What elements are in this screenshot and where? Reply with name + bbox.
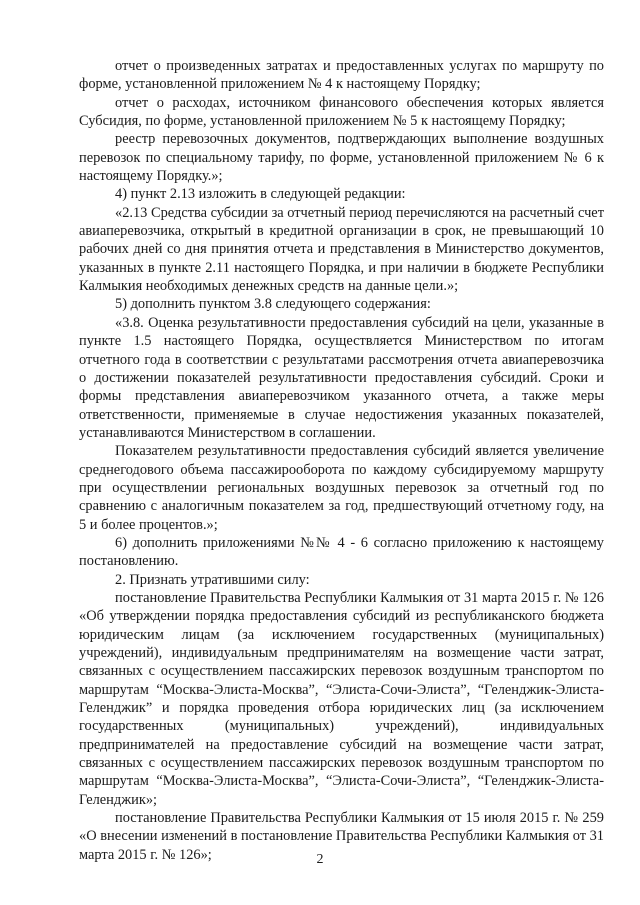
paragraph-report-costs: отчет о произведенных затратах и предоставленных услугах по маршруту по форме, установленной приложением № 4 к настоящему Порядку; [79,58,604,93]
paragraph-clause-3-8: «3.8. Оценка результативности предоставления субсидий на цели, указанные в пункте 1.5 настоящего Порядка, осуществляется Министерством по итогам отчетного года в соответствии с результатами рассмотрения отчета авиаперевозчика о достижении показателей результативности предоставления субсидий. Сроки и формы представления авиаперевозчиком указанного отчета, а также меры ответственности, применяемые в случае недостижения указанных показателей, устанавливаются Министерством в соглашении. [79,314,604,441]
paragraph-decree-126: постановление Правительства Республики Калмыкия от 31 марта 2015 г. № 126 «Об утверждении порядка предоставления субсидий из республиканского бюджета юридическим лицам (за исключением государственных (муниципальных) учреждений), индивидуальным предпринимателям на возмещение части затрат, связанных с осуществлением пассажирских перевозок воздушным транспортом по маршрутам “Москва-Элиста-Москва”, “Элиста-Сочи-Элиста”, “Геленджик-Элиста-Геленджик” и порядка проведения отбора юридических лиц (за исключением государственных (муниципальных) учреждений), индивидуальных предпринимателей на предоставление субсидий на возмещение части затрат, связанных с осуществлением пассажирских перевозок воздушным транспортом по маршрутам “Москва-Элиста-Москва”, “Элиста-Сочи-Элиста”, “Геленджик-Элиста-Геленджик»; [79,589,604,808]
paragraph-registry-documents: реестр перевозочных документов, подтверждающих выполнение воздушных перевозок по специальному тарифу, по форме, установленной приложением № 6 к настоящему Порядку.»; [79,131,604,185]
document-body [79,57,604,864]
paragraph-decree-259: постановление Правительства Республики Калмыкия от 15 июля 2015 г. № 259 «О внесении изменений в постановление Правительства Республики Калмыкия от 31 марта 2015 г. № 126»; [79,810,604,863]
paragraph-section-2: 2. Признать утратившими силу: [115,571,310,588]
paragraph-performance-indicator: Показателем результативности предоставления субсидий является увеличение среднегодового объема пассажирооборота по каждому субсидируемому маршруту при осуществлении региональных воздушных перевозок за отчетный год по сравнению с аналогичным показателем за год, предшествующий отчетному году, на 5 и более процентов.»; [79,443,604,533]
paragraph-item-6: 6) дополнить приложениями №№ 4 - 6 согласно приложению к настоящему постановлению. [79,534,604,570]
paragraph-item-5: 5) дополнить пунктом 3.8 следующего содержания: [115,296,431,313]
paragraph-item-4: 4) пункт 2.13 изложить в следующей редакции: [115,186,406,203]
page-number: 2 [316,852,324,867]
paragraph-clause-2-13: «2.13 Средства субсидии за отчетный период перечисляются на расчетный счет авиаперевозчика, открытый в кредитной организации в срок, не превышающий 10 рабочих дней со дня принятия отчета и представления в Министерство документов, указанных в пункте 2.11 настоящего Порядка, и при наличии в бюджете Республики Калмыкия необходимых денежных средств на данные цели.»; [79,204,604,295]
paragraph-report-expenses: отчет о расходах, источником финансового обеспечения которых является Субсидия, по форме, установленной приложением № 5 к настоящему Порядку; [79,94,604,130]
